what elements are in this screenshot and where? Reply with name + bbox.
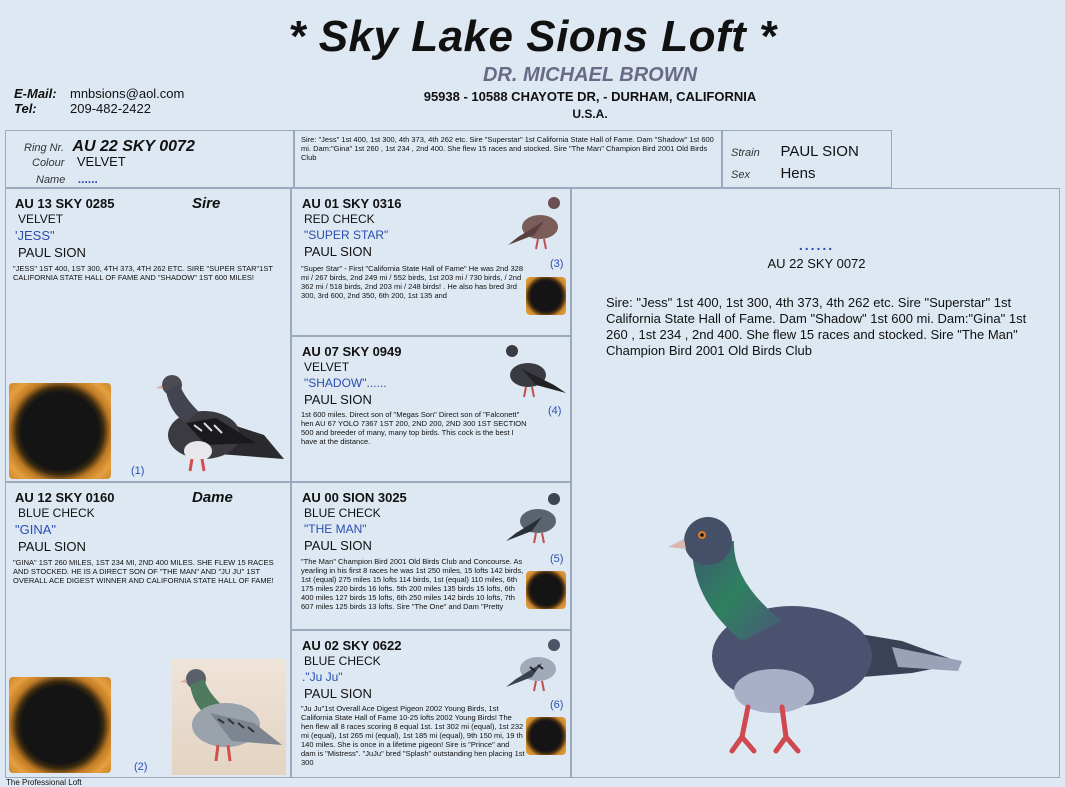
- main-ring: AU 22 SKY 0072: [767, 256, 866, 271]
- gp3-notes: "The Man" Champion Bird 2001 Old Birds Club and Concourse. As yearling in his first 8 races he was 1st 250 miles, 15 lofts 142 birds, 1st (equal) 275 miles 15 lofts 114 birds, 1st (equal) 110 miles, 6th 175 miles 220 birds 16 lofts. 5th 200 miles 135 birds 15 lofts, 6th 400 miles 127 birds 15 lofts, 6th 250 miles 142 birds 10 lofts, 7th 607 miles 125 birds 13 lofts. Sire "The One" and Dam "Pretty: [301, 557, 524, 611]
- page-title: * Sky Lake Sions Loft *: [288, 12, 777, 61]
- subject-id-box: [5, 130, 294, 188]
- sire-ring: AU 13 SKY 0285: [15, 196, 115, 211]
- sire-notes: "JESS" 1ST 400, 1ST 300, 4TH 373, 4TH 262 ETC. SIRE "SUPER STAR"1ST CALIFORNIA STATE HALL OF FAME AND "SHADOW" 1ST 600 MILES!: [13, 264, 273, 282]
- dam-pigeon-photo: [174, 661, 286, 773]
- subject-summary: Sire: "Jess" 1st 400, 1st 300, 4th 373, 4th 262 etc. Sire "Superstar" 1st California State Hall of Fame. Dam "Shadow" 1st 600 mi. Dam:"Gina" 1st 260 , 1st 234 , 2nd 400. She flew 15 races and stocked. Sire "The Man" Champion Bird 2001 Old Birds Club: [301, 135, 714, 162]
- gp1-ring: AU 01 SKY 0316: [302, 196, 402, 211]
- gp1-eye-photo: [526, 277, 566, 315]
- sire-eye-photo: [9, 383, 111, 479]
- gp3-strain: PAUL SION: [304, 538, 372, 553]
- gp3-ring: AU 00 SION 3025: [302, 490, 407, 505]
- gp1-notes: "Super Star" - First "California State Hall of Fame" He was 2nd 328 mi / 267 birds, 2nd 249 mi / 552 birds, 1st 203 mi / 730 birds, / 2nd 362 mi / 518 birds, 2nd 203 mi / 248 birds! . He also has bred 3rd 300, 3rd 600, 2nd 350, 6th 200, 1st 135 and: [301, 264, 523, 300]
- ring-number: AU 22 SKY 0072: [72, 138, 195, 155]
- email-label: E-Mail:: [14, 86, 57, 101]
- gp2-colour: VELVET: [304, 360, 350, 374]
- gp4-notes: "Ju Ju"1st Overall Ace Digest Pigeon 2002 Young Birds, 1st California State Hall of Fame 10-25 lofts 2002 Young Birds! The hen flew all 8 races scoring 8 equal 1st. 1st 302 mi (equal), 1st 232 mi (equal), 1st 265 mi (equal), 1st 185 mi (equal), 9th 150 mi, 19 th 140 miles. She is once in a lifetime pigeon! Sire is "Prince" and dam is "Mistress". "JuJu" bred "Splash" outstanding hen placing 1st 300: [301, 704, 525, 767]
- name-value: ......: [77, 172, 98, 186]
- gp4-name: ."Ju Ju": [302, 670, 343, 684]
- dam-panel: [5, 482, 291, 778]
- main-pigeon-photo: [662, 511, 972, 759]
- gp1-strain: PAUL SION: [304, 244, 372, 259]
- gp3-photo-number: (5): [550, 553, 564, 565]
- ring-label: Ring Nr.: [24, 142, 64, 154]
- country: U.S.A.: [572, 107, 608, 121]
- sire-strain: PAUL SION: [18, 245, 86, 260]
- dam-eye-photo: [9, 677, 111, 773]
- name-label: Name: [36, 174, 66, 186]
- sex-value: Hens: [780, 165, 816, 182]
- main-description: Sire: "Jess" 1st 400, 1st 300, 4th 373, 4th 262 etc. Sire "Superstar" 1st California State Hall of Fame. Dam "Shadow" 1st 600 mi. Dam:"Gina" 1st 260 , 1st 234 , 2nd 400. She flew 15 races and stocked. Sire "The Man" Champion Bird 2001 Old Birds Club: [606, 295, 1027, 358]
- gp2-name: "SHADOW"......: [304, 376, 387, 390]
- gp3-pigeon-photo: [502, 487, 568, 549]
- tel-label: Tel:: [14, 101, 37, 116]
- dam-ring: AU 12 SKY 0160: [15, 490, 115, 505]
- sire-pigeon-photo: [146, 363, 286, 481]
- gp3-name: "THE MAN": [304, 522, 367, 536]
- gp3-colour: BLUE CHECK: [304, 506, 381, 520]
- gp4-photo-number: (6): [550, 699, 564, 711]
- gp4-ring: AU 02 SKY 0622: [302, 638, 402, 653]
- dam-photo-number: (2): [134, 761, 148, 773]
- subject-summary-box: [294, 130, 722, 188]
- gp4-strain: PAUL SION: [304, 686, 372, 701]
- colour-value: VELVET: [76, 154, 126, 169]
- dam-notes: "GINA" 1ST 260 MILES, 1ST 234 MI, 2ND 400 MILES. SHE FLEW 15 RACES AND STOCKED. HE IS A DIRECT SON OF "THE MAN" AND "JU JU" 1ST OVERALL ACE DIGEST WINNER AND CALIFORNIA STATE HALL OF FAME!: [13, 558, 274, 585]
- grandparent-panel-2: [291, 336, 571, 482]
- sire-panel: [5, 188, 291, 482]
- address: 95938 - 10588 CHAYOTE DR, - DURHAM, CALIFORNIA: [423, 89, 757, 104]
- dam-strain: PAUL SION: [18, 539, 86, 554]
- gp1-colour: RED CHECK: [304, 212, 375, 226]
- gp1-photo-number: (3): [550, 258, 564, 270]
- gp4-colour: BLUE CHECK: [304, 654, 381, 668]
- gp4-pigeon-photo: [502, 635, 568, 697]
- grandparent-panel-1: [291, 188, 571, 336]
- tel-value: 209-482-2422: [70, 101, 151, 116]
- gp1-name: "SUPER STAR": [304, 228, 389, 242]
- owner-name: DR. MICHAEL BROWN: [482, 64, 698, 86]
- main-panel: [571, 188, 1060, 778]
- gp3-eye-photo: [526, 571, 566, 609]
- strain-value: PAUL SION: [780, 143, 859, 160]
- gp2-pigeon-photo: [500, 341, 568, 403]
- colour-label: Colour: [32, 157, 65, 169]
- dam-role: Dame: [192, 489, 233, 506]
- dam-name: "GINA": [15, 522, 57, 537]
- gp2-strain: PAUL SION: [304, 392, 372, 407]
- footer: The Professional Loft: [6, 778, 82, 787]
- grandparent-panel-4: [291, 630, 571, 778]
- sire-photo-number: (1): [131, 465, 145, 477]
- sire-name: 'JESS": [15, 228, 55, 243]
- sex-label: Sex: [731, 169, 750, 181]
- sire-colour: VELVET: [18, 212, 64, 226]
- grandparent-panel-3: [291, 482, 571, 630]
- strain-sex-box: [722, 130, 892, 188]
- gp2-notes: 1st 600 miles. Direct son of "Megas Son" Direct son of "Falconett" hen AU 67 YOLO 7367 1ST 200, 2ND 200, 2ND 300 1ST SECTION 500 and breeder of many, many top birds. This cock is the best I have at the distance.: [301, 410, 527, 446]
- gp2-photo-number: (4): [548, 405, 562, 417]
- sire-role: Sire: [192, 195, 221, 212]
- strain-label: Strain: [731, 147, 760, 159]
- dam-colour: BLUE CHECK: [18, 506, 95, 520]
- contact-info: [14, 86, 184, 116]
- gp4-eye-photo: [526, 717, 566, 755]
- gp1-pigeon-photo: [504, 193, 568, 255]
- email-link[interactable]: mnbsions@aol.com: [70, 86, 185, 101]
- main-name: ......: [798, 237, 835, 253]
- gp2-ring: AU 07 SKY 0949: [302, 344, 402, 359]
